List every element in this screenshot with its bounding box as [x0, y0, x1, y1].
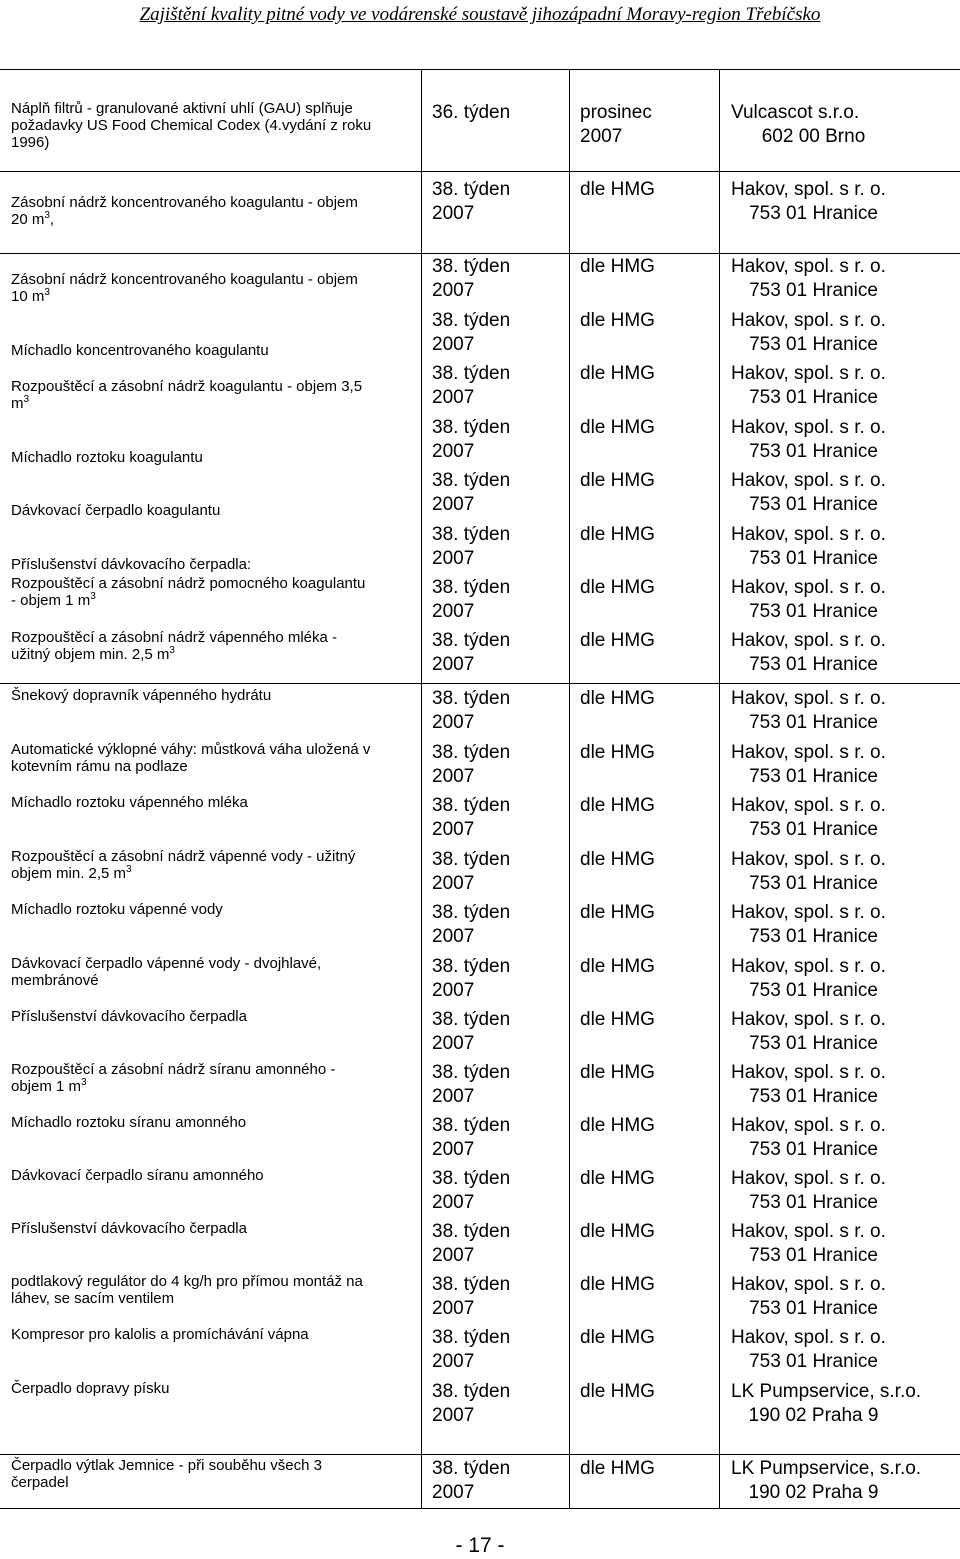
- item-description: Čerpadlo výtlak Jemnice - při souběhu všech 3 čerpadel: [11, 1457, 322, 1491]
- delivery-week: 38. týden 2007: [432, 417, 511, 462]
- supplier: LK Pumpservice, s.r.o. 190 02 Praha 9: [731, 1381, 922, 1426]
- delivery-week: 38. týden 2007: [432, 363, 511, 408]
- supplier: Hakov, spol. s r. o. 753 01 Hranice: [731, 630, 886, 675]
- delivery-week: 38. týden 2007: [432, 1381, 511, 1426]
- delivery-week: 38. týden 2007: [432, 179, 511, 224]
- delivery-time: dle HMG: [580, 1274, 655, 1295]
- delivery-time: dle HMG: [580, 1115, 655, 1136]
- supplier: Hakov, spol. s r. o. 753 01 Hranice: [731, 956, 886, 1001]
- delivery-time: dle HMG: [580, 1327, 655, 1348]
- item-description: Kompresor pro kalolis a promíchávání vápna: [11, 1326, 309, 1343]
- supplier: Hakov, spol. s r. o. 753 01 Hranice: [731, 363, 886, 408]
- delivery-time: dle HMG: [580, 1458, 655, 1479]
- item-description: Rozpouštěcí a zásobní nádrž koagulantu - objem 3,5 $m^3$: [11, 378, 363, 412]
- delivery-week: 38. týden 2007: [432, 956, 511, 1001]
- supplier: Hakov, spol. s r. o. 753 01 Hranice: [731, 577, 886, 622]
- item-description: Zásobní nádrž koncentrovaného koagulantu - objem 20 $m^3$,: [11, 194, 358, 228]
- supplier: LK Pumpservice, s.r.o. 190 02 Praha 9: [731, 1458, 922, 1503]
- delivery-week: 38. týden 2007: [432, 1115, 511, 1160]
- delivery-time: dle HMG: [580, 179, 655, 200]
- supplier: Hakov, spol. s r. o. 753 01 Hranice: [731, 1009, 886, 1054]
- item-description: Míchadlo roztoku síranu amonného: [11, 1114, 247, 1131]
- delivery-time: dle HMG: [580, 256, 655, 277]
- supplier: Hakov, spol. s r. o. 753 01 Hranice: [731, 688, 886, 733]
- delivery-week: 38. týden 2007: [432, 1168, 511, 1213]
- delivery-time: dle HMG: [580, 849, 655, 870]
- item-description: Šnekový dopravník vápenného hydrátu: [11, 687, 272, 704]
- supplier: Hakov, spol. s r. o. 753 01 Hranice: [731, 1274, 886, 1319]
- supplier: Hakov, spol. s r. o. 753 01 Hranice: [731, 742, 886, 787]
- delivery-time: dle HMG: [580, 902, 655, 923]
- delivery-week: 38. týden 2007: [432, 688, 511, 733]
- item-description: Čerpadlo dopravy písku: [11, 1380, 170, 1397]
- column-divider-2: [569, 69, 570, 1509]
- item-description: Rozpouštěcí a zásobní nádrž vápenného mléka - užitný objem min. 2,5 $m^3$: [11, 629, 338, 663]
- delivery-week: 38. týden 2007: [432, 1458, 511, 1503]
- delivery-time: dle HMG: [580, 310, 655, 331]
- item-description: Náplň filtrů - granulované aktivní uhlí (GAU) splňuje požadavky US Food Chemical Codex (4.vydání z roku 1996): [11, 100, 372, 151]
- item-description: Dávkovací čerpadlo síranu amonného: [11, 1167, 264, 1184]
- delivery-time: prosinec 2007: [580, 102, 652, 147]
- supplier: Hakov, spol. s r. o. 753 01 Hranice: [731, 1062, 886, 1107]
- page-number: - 17 -: [455, 1534, 505, 1557]
- delivery-week: 36. týden: [432, 102, 511, 123]
- delivery-week: 38. týden 2007: [432, 256, 511, 301]
- table-row-divider: [0, 171, 960, 172]
- delivery-week: 38. týden 2007: [432, 1221, 511, 1266]
- delivery-time: dle HMG: [580, 630, 655, 651]
- column-divider-1: [421, 69, 422, 1509]
- delivery-week: 38. týden 2007: [432, 470, 511, 515]
- delivery-time: dle HMG: [580, 363, 655, 384]
- delivery-week: 38. týden 2007: [432, 742, 511, 787]
- delivery-time: dle HMG: [580, 470, 655, 491]
- delivery-week: 38. týden 2007: [432, 1009, 511, 1054]
- document-header: Zajištění kvality pitné vody ve vodárenské soustavě jihozápadní Moravy-region Třebíčsko: [139, 4, 821, 25]
- delivery-week: 38. týden 2007: [432, 795, 511, 840]
- delivery-week: 38. týden 2007: [432, 524, 511, 569]
- delivery-time: dle HMG: [580, 795, 655, 816]
- delivery-week: 38. týden 2007: [432, 310, 511, 355]
- delivery-week: 38. týden 2007: [432, 1274, 511, 1319]
- item-description: Dávkovací čerpadlo vápenné vody - dvojhlavé, membránové: [11, 955, 322, 989]
- delivery-week: 38. týden 2007: [432, 577, 511, 622]
- supplier: Hakov, spol. s r. o. 753 01 Hranice: [731, 902, 886, 947]
- supplier: Hakov, spol. s r. o. 753 01 Hranice: [731, 310, 886, 355]
- supplier: Hakov, spol. s r. o. 753 01 Hranice: [731, 470, 886, 515]
- item-description: Míchadlo koncentrovaného koagulantu: [11, 342, 269, 359]
- delivery-time: dle HMG: [580, 742, 655, 763]
- supplier: Hakov, spol. s r. o. 753 01 Hranice: [731, 417, 886, 462]
- delivery-week: 38. týden 2007: [432, 1327, 511, 1372]
- delivery-time: dle HMG: [580, 1221, 655, 1242]
- supplier: Hakov, spol. s r. o. 753 01 Hranice: [731, 1327, 886, 1372]
- supplier: Hakov, spol. s r. o. 753 01 Hranice: [731, 1168, 886, 1213]
- item-description: Příslušenství dávkovacího čerpadla: [11, 1008, 247, 1025]
- item-description: Příslušenství dávkovacího čerpadla: [11, 1220, 247, 1237]
- delivery-time: dle HMG: [580, 1381, 655, 1402]
- supplier: Hakov, spol. s r. o. 753 01 Hranice: [731, 256, 886, 301]
- delivery-time: dle HMG: [580, 524, 655, 545]
- supplier: Hakov, spol. s r. o. 753 01 Hranice: [731, 1115, 886, 1160]
- item-description: Rozpouštěcí a zásobní nádrž síranu amonného - objem 1 $m^3$: [11, 1061, 336, 1095]
- delivery-time: dle HMG: [580, 956, 655, 977]
- supplier: Hakov, spol. s r. o. 753 01 Hranice: [731, 849, 886, 894]
- delivery-week: 38. týden 2007: [432, 1062, 511, 1107]
- item-description: Zásobní nádrž koncentrovaného koagulantu - objem 10 $m^3$: [11, 271, 358, 305]
- delivery-time: dle HMG: [580, 417, 655, 438]
- supplier: Hakov, spol. s r. o. 753 01 Hranice: [731, 1221, 886, 1266]
- supplier: Hakov, spol. s r. o. 753 01 Hranice: [731, 179, 886, 224]
- item-description: Automatické výklopné váhy: můstková váha uložená v kotevním rámu na podlaze: [11, 741, 371, 775]
- delivery-time: dle HMG: [580, 1009, 655, 1030]
- item-description: Příslušenství dávkovacího čerpadla:: [11, 556, 252, 573]
- item-description: Míchadlo roztoku vápenné vody: [11, 901, 223, 918]
- delivery-time: dle HMG: [580, 1062, 655, 1083]
- delivery-week: 38. týden 2007: [432, 630, 511, 675]
- delivery-week: 38. týden 2007: [432, 902, 511, 947]
- item-description: Míchadlo roztoku vápenného mléka: [11, 794, 248, 811]
- table-row-divider: [0, 253, 960, 254]
- table-row-divider: [0, 1454, 960, 1455]
- table-top-border: [0, 69, 960, 70]
- table-row-divider: [0, 683, 960, 684]
- delivery-time: dle HMG: [580, 1168, 655, 1189]
- item-description: Míchadlo roztoku koagulantu: [11, 449, 203, 466]
- item-description: podtlakový regulátor do 4 kg/h pro přímou montáž na láhev, se sacím ventilem: [11, 1273, 363, 1307]
- supplier: Hakov, spol. s r. o. 753 01 Hranice: [731, 795, 886, 840]
- delivery-time: dle HMG: [580, 577, 655, 598]
- supplier: Hakov, spol. s r. o. 753 01 Hranice: [731, 524, 886, 569]
- delivery-week: 38. týden 2007: [432, 849, 511, 894]
- supplier: Vulcascot s.r.o. 602 00 Brno: [731, 102, 866, 147]
- delivery-time: dle HMG: [580, 688, 655, 709]
- item-description: Rozpouštěcí a zásobní nádrž pomocného koagulantu - objem 1 $m^3$: [11, 575, 366, 609]
- item-description: Dávkovací čerpadlo koagulantu: [11, 502, 221, 519]
- table-bottom-border: [0, 1508, 960, 1509]
- item-description: Rozpouštěcí a zásobní nádrž vápenné vody - užitný objem min. 2,5 $m^3$: [11, 848, 356, 882]
